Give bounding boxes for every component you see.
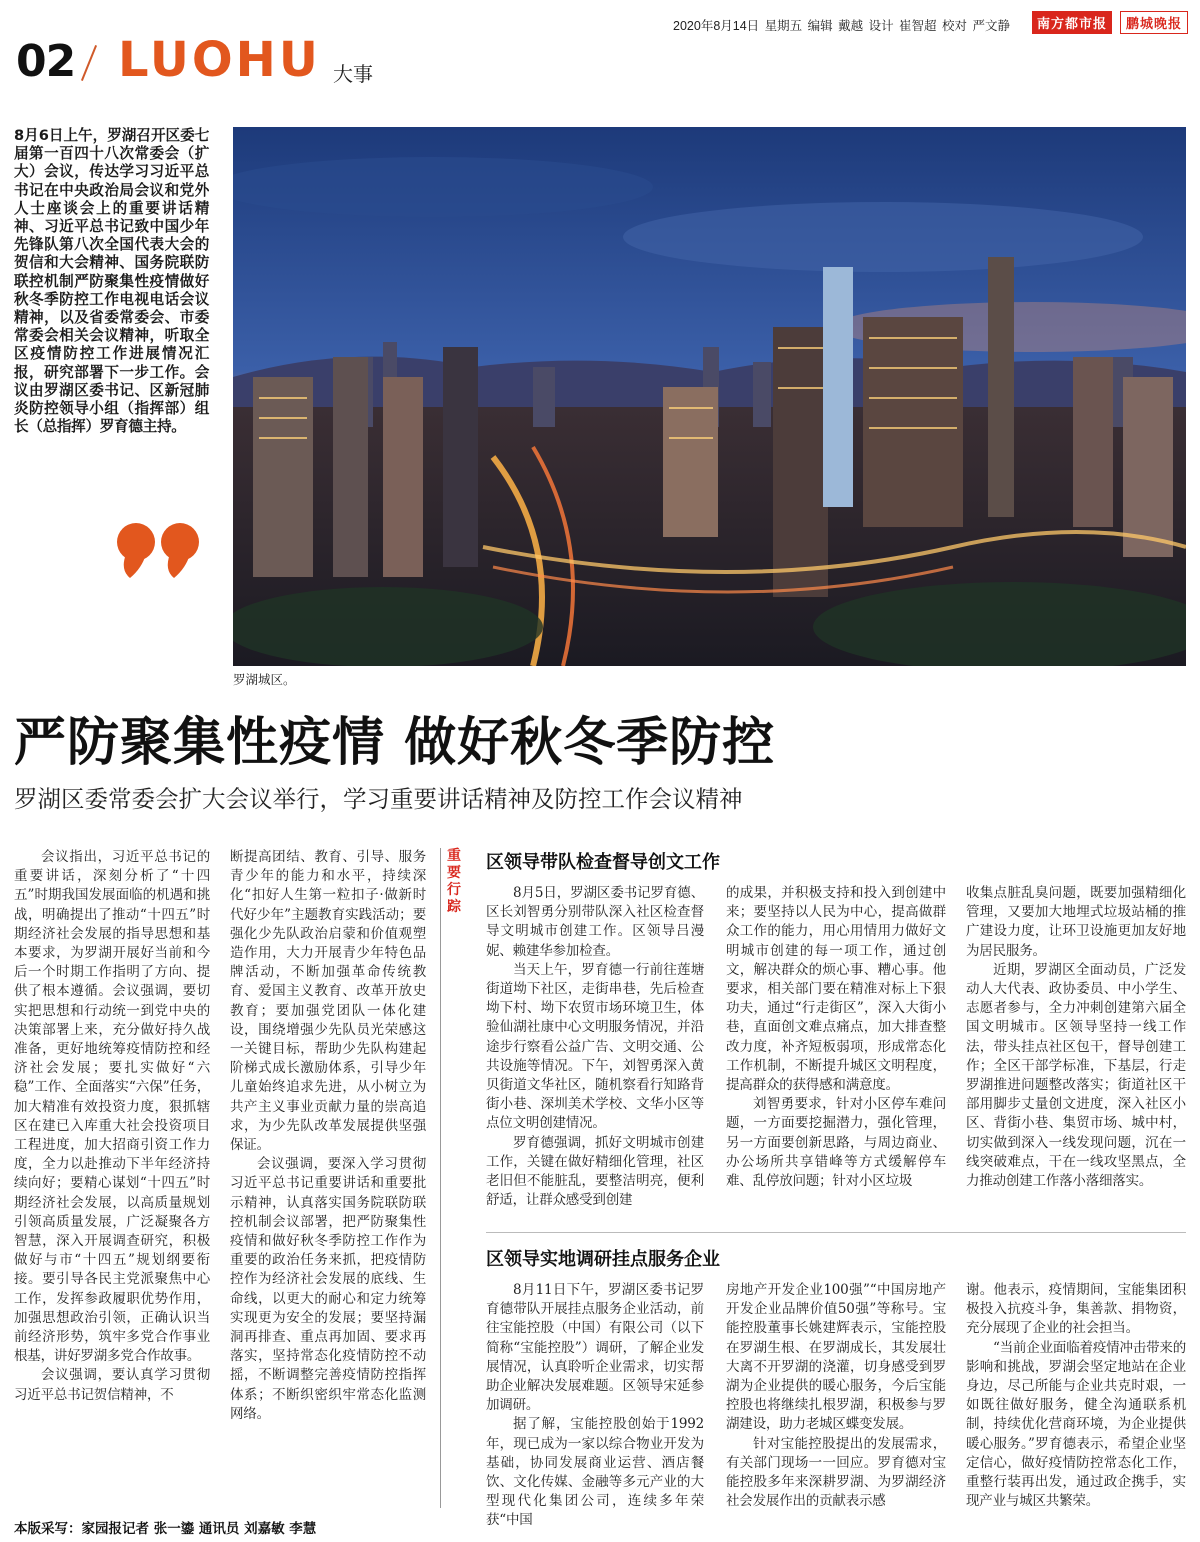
paragraph: 当天上午，罗育德一行前往莲塘街道坳下社区，走街串巷，先后检查坳下村、坳下农贸市场环境卫生，体验仙湖社康中心文明服务情况，并沿途步行察看公益广告、文明交通、公共设施等情况。下午，刘智勇深入黄贝街道文华社区，随机察看行知路背街小巷、深圳美术学校、文华小区等点位文明创建情况。 xyxy=(486,961,704,1132)
story2-column-3 xyxy=(966,1281,1186,1511)
story2-title: 区领导实地调研挂点服务企业 xyxy=(486,1249,720,1270)
paragraph: 房地产开发企业100强”“中国房地产开发企业品牌价值50强”等称号。宝能控股董事长姚建辉表示，宝能控股在罗湖生根、在罗湖成长，其发展壮大离不开罗湖的浇灌，切身感受到罗湖为企业提供的暖心服务，今后宝能控股也将继续扎根罗湖，积极参与罗湖建设，助力老城区蝶变发展。 xyxy=(726,1282,946,1433)
paragraph: 近期，罗湖区全面动员，广泛发动人大代表、政协委员、中小学生、志愿者参与，全力冲刺创建第六届全国文明城市。区领导坚持一线工作法，带头挂点社区包干，督导创建工作；全区干部学标准，下基层，行走罗湖推进问题整改落实；街道社区干部用脚步丈量创文进度，深入社区小区、背街小巷、集贸市场、城中村，切实做到深入一线发现问题，沉在一线突破难点，干在一线攻坚黑点，全力推动创建工作落小落细落实。 xyxy=(966,961,1186,1190)
paragraph: 收集点脏乱臭问题，既要加强精细化管理，又要加大地埋式垃圾站桶的推广建设力度，让环卫设施更加友好地为居民服务。 xyxy=(966,885,1186,959)
page-number: 02 xyxy=(16,36,76,87)
left-column-1 xyxy=(14,848,210,1405)
brand-logo-primary: 南方都市报 xyxy=(1032,11,1112,34)
brand-logo-secondary: 鹏城晚报 xyxy=(1120,11,1188,34)
photo-caption: 罗湖城区。 xyxy=(233,672,296,687)
paragraph: 会议指出，习近平总书记的重要讲话，深刻分析了“十四五”时期我国发展面临的机遇和挑战，明确提出了推动“十四五”时期经济社会发展的指导思想和基本要求，为罗湖开展好当前和今后一个时期工作指明了方向、提供了根本遵循。会议强调，要切实把思想和行动统一到党中央的决策部署上来，充分做好持久战准备，更好地统筹疫情防控和经济社会发展；要扎实做好“六稳”工作、全面落实“六保”任务，加大精准有效投资力度，狠抓辖区在建已入库重大社会投资项目工程进度，加大招商引资工作力度，全力以赴推动下半年经济持续向好；要精心谋划“十四五”时期经济社会发展，以高质量规划引领高质量发展，广泛凝聚各方智慧，深入开展调查研究，积极做好与市“十四五”规划纲要衔接。要引导各民主党派聚焦中心工作，发挥参政履职优势作用，加强思想政治引领，正确认识当前经济形势，筑牢多党合作事业根基，讲好罗湖多党合作故事。 xyxy=(14,849,210,1365)
paragraph: 8月5日，罗湖区委书记罗育德、区长刘智勇分别带队深入社区检查督导文明城市创建工作。区领导吕漫妮、赖建华参加检查。 xyxy=(486,885,704,959)
paragraph: 针对宝能控股提出的发展需求，有关部门现场一一回应。罗育德对宝能控股多年来深耕罗湖、为罗湖经济社会发展作出的贡献表示感 xyxy=(726,1435,946,1510)
story-divider xyxy=(486,1232,1186,1233)
paragraph: 刘智勇要求，针对小区停车难问题，一方面要挖掘潜力，强化管理，另一方面要创新思路，与周边商业、办公场所共享错峰等方式缓解停车难、乱停放问题；针对小区垃圾 xyxy=(726,1096,946,1190)
story1-column-1 xyxy=(486,884,704,1210)
column-divider xyxy=(440,848,441,1508)
slash-divider xyxy=(81,45,97,81)
story1-title: 区领导带队检查督导创文工作 xyxy=(486,852,720,873)
city-skyline-illustration xyxy=(233,127,1186,666)
paragraph: 会议强调，要认真学习贯彻习近平总书记贺信精神，不 xyxy=(14,1367,210,1403)
quote-mark-icon xyxy=(116,520,206,580)
paragraph: 谢。他表示，疫情期间，宝能集团积极投入抗疫斗争，集善款、捐物资，充分展现了企业的社会担当。 xyxy=(966,1282,1186,1337)
story1-column-2 xyxy=(726,884,946,1191)
story1-column-3 xyxy=(966,884,1186,1191)
section-title: LUOHU xyxy=(118,32,321,88)
story2-column-2 xyxy=(726,1281,946,1511)
paragraph: 罗育德强调，抓好文明城市创建工作，关键在做好精细化管理，社区老旧但不能脏乱，要整洁明亮，便利舒适，让群众感受到创建 xyxy=(486,1134,704,1209)
issue-info: 2020年8月14日 星期五 编辑 戴越 设计 崔智超 校对 严文静 xyxy=(673,19,1010,33)
paragraph: “当前企业面临着疫情冲击带来的影响和挑战，罗湖会坚定地站在企业身边，尽己所能与企业共克时艰，一如既往做好服务，健全沟通联系机制，持续优化营商环境，为企业提供暖心服务。”罗育德表示，希望企业坚定信心，做好疫情防控常态化工作，重整行装再出发，通过政企携手，实现产业与城区共繁荣。 xyxy=(966,1339,1186,1510)
paragraph: 据了解，宝能控股创始于1992年，现已成为一家以综合物业开发为基础，协同发展商业运营、酒店餐饮、文化传媒、金融等多元产业的大型现代化集团公司，连续多年荣获“中国 xyxy=(486,1416,704,1529)
reporter-credit: 本版采写：家园报记者 张一鎏 通讯员 刘嘉敏 李慧 xyxy=(14,1521,317,1537)
section-tag: 大事 xyxy=(333,62,373,86)
left-column-2 xyxy=(230,848,426,1424)
paragraph: 的成果，并积极支持和投入到创建中来；要坚持以人民为中心，提高做群众工作的能力，用心用情用力做好文明城市创建的每一项工作，通过创文，解决群众的烦心事、糟心事。他要求，相关部门要在精准对标上下狠功夫，通过“行走街区”，深入大街小巷，直面创文难点痛点，加大排查整改力度，补齐短板弱项，形成常态化工作机制，不断提升城区文明程度，提高群众的获得感和满意度。 xyxy=(726,885,946,1094)
section-marker: 重要行踪 xyxy=(447,848,461,915)
subheadline: 罗湖区委常委会扩大会议举行，学习重要讲话精神及防控工作会议精神 xyxy=(14,785,743,813)
city-night-photo xyxy=(233,127,1186,666)
intro-paragraph: 8月6日上午，罗湖召开区委七届第一百四十八次常委会（扩大）会议，传达学习习近平总书记在中央政治局会议和党外人士座谈会上的重要讲话精神、习近平总书记致中国少年先锋队第八次全国代表大会的贺信和大会精神、国务院联防联控机制严防聚集性疫情做好秋冬季防控工作电视电话会议精神，以及省委常委会、市委常委会相关会议精神，听取全区疫情防控工作进展情况汇报，研究部署下一步工作。会议由罗湖区委书记、区新冠肺炎防控领导小组（指挥部）组长（总指挥）罗育德主持。 xyxy=(14,127,209,436)
paragraph: 断提高团结、教育、引导、服务青少年的能力和水平，持续深化“扣好人生第一粒扣子·做新时代好少年”主题教育实践活动；要强化少先队政治启蒙和价值观塑造作用，大力开展青少年特色品牌活动，不断加强革命传统教育、爱国主义教育、改革开放史教育；要加强党团队一体化建设，围绕增强少先队员光荣感这一关键目标，帮助少先队构建起阶梯式成长激励体系，引导少年儿童始终追求先进，从小树立为共产主义事业贡献力量的崇高追求，为少先队改革发展提供坚强保证。 xyxy=(230,849,426,1154)
paragraph: 8月11日下午，罗湖区委书记罗育德带队开展挂点服务企业活动，前往宝能控股（中国）有限公司（以下简称“宝能控股”）调研，了解企业发展情况，认真聆听企业需求，切实帮助企业解决发展难题。区领导宋延参加调研。 xyxy=(486,1282,704,1414)
headline: 严防聚集性疫情 做好秋冬季防控 xyxy=(14,713,776,773)
paragraph: 会议强调，要深入学习贯彻习近平总书记重要讲话和重要批示精神，认真落实国务院联防联控机制会议部署，把严防聚集性疫情和做好秋冬季防控工作作为重要的政治任务来抓，把疫情防控作为经济社会发展的底线、生命线，以更大的耐心和定力统筹实现更为安全的发展；要坚持漏洞再排查、重点再加固、要求再落实，坚持常态化疫情防控不动摇，不断调整完善疫情防控指挥体系；不断织密织牢常态化监测网络。 xyxy=(230,1156,426,1422)
story2-column-1 xyxy=(486,1281,704,1531)
